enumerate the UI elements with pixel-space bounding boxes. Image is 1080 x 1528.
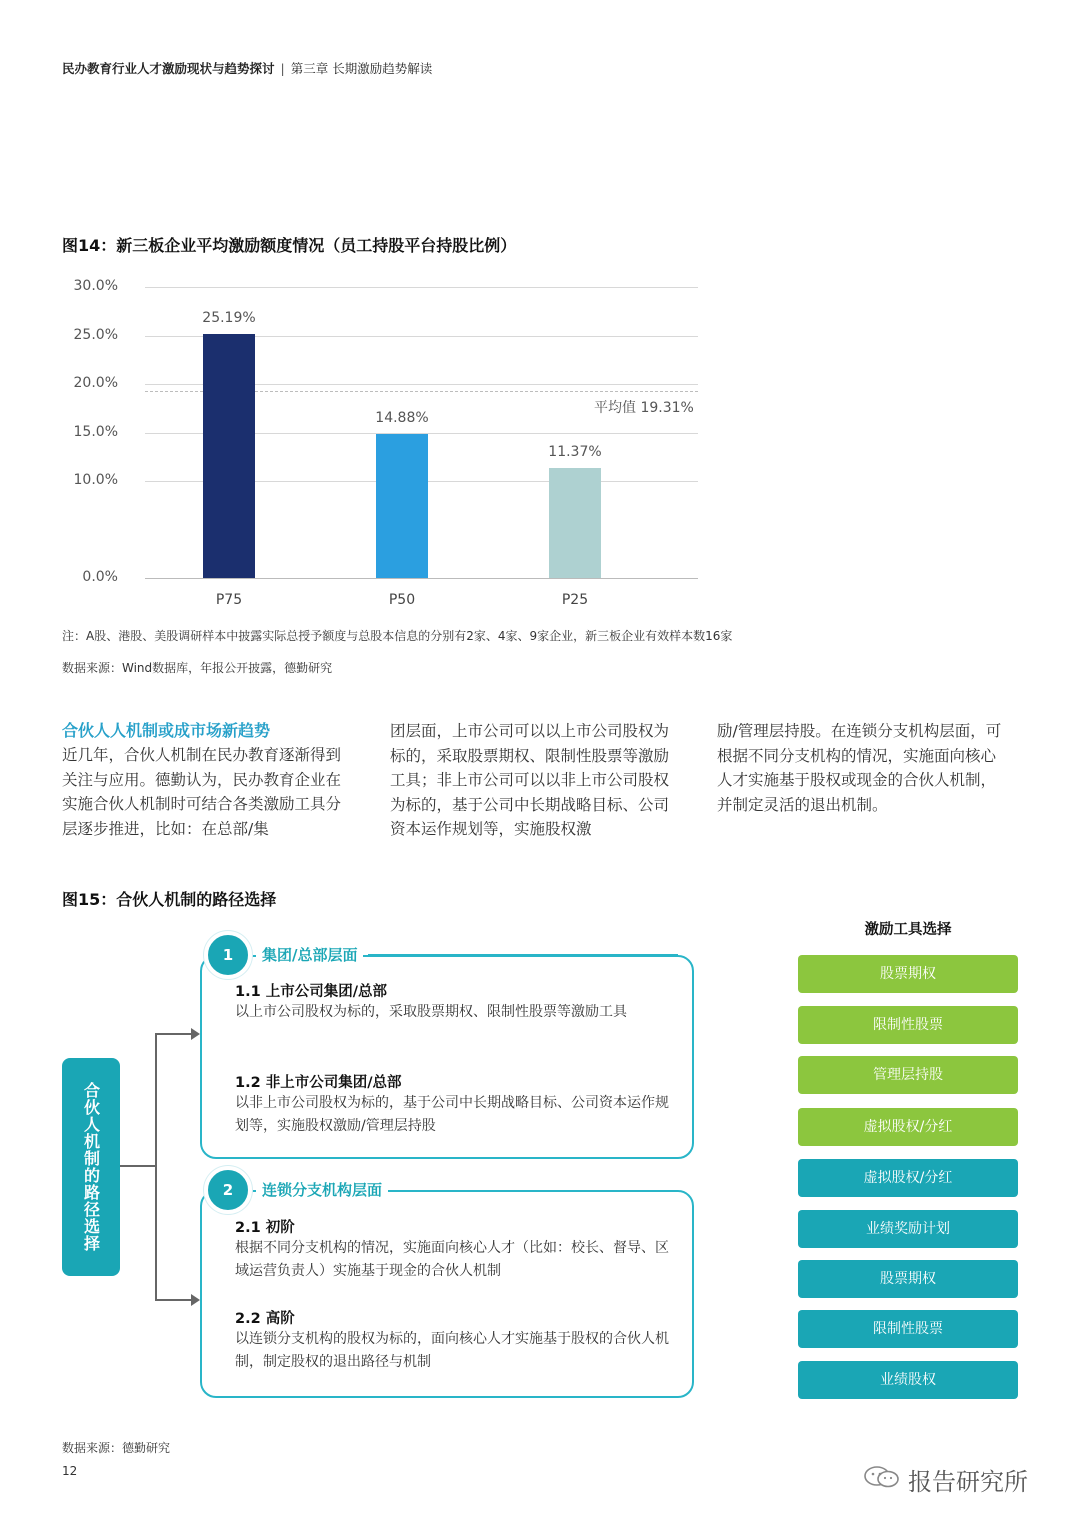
- wechat-icon: [862, 1464, 902, 1490]
- gridline: [145, 287, 698, 288]
- page-number: 12: [62, 1464, 78, 1478]
- y-tick-label: 0.0%: [82, 569, 118, 585]
- arrow-right-icon: [191, 1028, 200, 1040]
- bar-p25: [549, 468, 601, 578]
- tools-title: 激励工具选择: [864, 922, 952, 938]
- y-tick-label: 10.0%: [73, 472, 118, 488]
- y-tick-label: 25.0%: [73, 326, 118, 343]
- y-tick-label: 15.0%: [73, 423, 118, 440]
- panel2-item2-desc: 以连锁分支机构的股权为标的，面向核心人才实施基于股权的合伙人机制，制定股权的退出路径与机制: [235, 1331, 669, 1370]
- panel1-item2-title: 1.2 非上市公司集团/总部: [235, 1075, 402, 1091]
- panel2-item1-title: 2.1 初阶: [235, 1220, 295, 1236]
- arrow-right-icon: [191, 1294, 200, 1306]
- y-tick-label: 20.0%: [73, 375, 118, 391]
- tool-restricted-stock: 限制性股票: [798, 1310, 1018, 1348]
- panel1-title: 集团/总部层面: [256, 944, 363, 965]
- fig14-note: 注：A股、港股、美股调研样本中披露实际总授予额度与总股本信息的分别有2家、4家、9家企业，新三板企业有效样本数16家: [62, 629, 733, 643]
- connector-line: [155, 1299, 193, 1301]
- bar-p50: [376, 434, 428, 578]
- step-1-badge: 1: [204, 931, 252, 979]
- average-label: 平均值 19.31%: [594, 399, 694, 416]
- bar-p75: [203, 334, 255, 578]
- bar-value-label: 11.37%: [548, 443, 602, 460]
- panel1-item1-desc: 以上市公司股权为标的，采取股票期权、限制性股票等激励工具: [235, 1004, 627, 1020]
- panel2-item2-title: 2.2 高阶: [235, 1311, 295, 1327]
- fig14-title: 图14：新三板企业平均激励额度情况（员工持股平台持股比例）: [62, 236, 517, 255]
- x-tick-label: P25: [561, 592, 589, 608]
- tool-performance-shares: 业绩股权: [798, 1361, 1018, 1399]
- fig14-source: 数据来源：Wind数据库，年报公开披露，德勤研究: [62, 661, 333, 675]
- chapter-title: 第三章 长期激励趋势解读: [290, 61, 433, 76]
- text-column-1: [62, 719, 354, 841]
- gridline: [145, 578, 698, 579]
- panel2-title: 连锁分支机构层面: [256, 1179, 388, 1200]
- panel1-title-rule: [368, 954, 678, 955]
- tool-stock-options: 股票期权: [798, 955, 1018, 993]
- connector-line: [120, 1165, 156, 1167]
- watermark-text: 报告研究所: [908, 1468, 1028, 1496]
- y-tick-label: 30.0%: [73, 278, 118, 294]
- panel1-item2-desc: 以非上市公司股权为标的，基于公司中长期战略目标、公司资本运作规划等，实施股权激励/管理层持股: [235, 1095, 669, 1134]
- bar-value-label: 25.19%: [202, 309, 256, 326]
- fig14-chart: [0, 0, 1080, 620]
- tool-virtual-equity: 虚拟股权/分红: [798, 1108, 1018, 1146]
- doc-title: 民办教育行业人才激励现状与趋势探讨: [62, 61, 275, 76]
- tool-virtual-equity: 虚拟股权/分红: [798, 1159, 1018, 1197]
- fig15-title: 图15：合伙人机制的路径选择: [62, 890, 277, 909]
- fig15-source: 数据来源：德勤研究: [62, 1441, 171, 1455]
- tool-stock-options: 股票期权: [798, 1260, 1018, 1298]
- x-tick-label: P75: [215, 592, 243, 608]
- panel2-item1-desc: 根据不同分支机构的情况，实施面向核心人才（比如：校长、督导、区域运营负责人）实施基于现金的合伙人机制: [235, 1240, 669, 1279]
- connector-line: [155, 1033, 157, 1301]
- running-header: 民办教育行业人才激励现状与趋势探讨 | 第三章 长期激励趋势解读: [62, 61, 433, 76]
- paragraph-col1: 近几年，合伙人机制在民办教育逐渐得到关注与应用。德勤认为，民办教育企业在实施合伙人机制时可结合各类激励工具分层逐步推进，比如：在总部/集: [62, 746, 342, 838]
- step-2-badge: 2: [204, 1166, 252, 1214]
- tool-performance-bonus: 业绩奖励计划: [798, 1210, 1018, 1248]
- section-subhead: 合伙人人机制或成市场新趋势: [62, 721, 271, 740]
- x-tick-label: P50: [388, 592, 416, 608]
- paragraph-col2: 团层面，上市公司可以以上市公司股权为标的，采取股票期权、限制性股票等激励工具；非上市公司可以以非上市公司股权为标的，基于公司中长期战略目标、公司资本运作规划等，实施股权激: [390, 722, 670, 838]
- bar-value-label: 14.88%: [375, 409, 429, 426]
- paragraph-col3: 励/管理层持股。在连锁分支机构层面，可根据不同分支机构的情况，实施面向核心人才实施基于股权或现金的合伙人机制，并制定灵活的退出机制。: [717, 722, 1002, 814]
- partner-path-label: 合伙人机制的路径选择: [62, 1058, 120, 1276]
- panel1-item1-title: 1.1 上市公司集团/总部: [235, 984, 388, 1000]
- tool-restricted-stock: 限制性股票: [798, 1006, 1018, 1044]
- tool-management-holding: 管理层持股: [798, 1056, 1018, 1094]
- connector-line: [155, 1033, 193, 1035]
